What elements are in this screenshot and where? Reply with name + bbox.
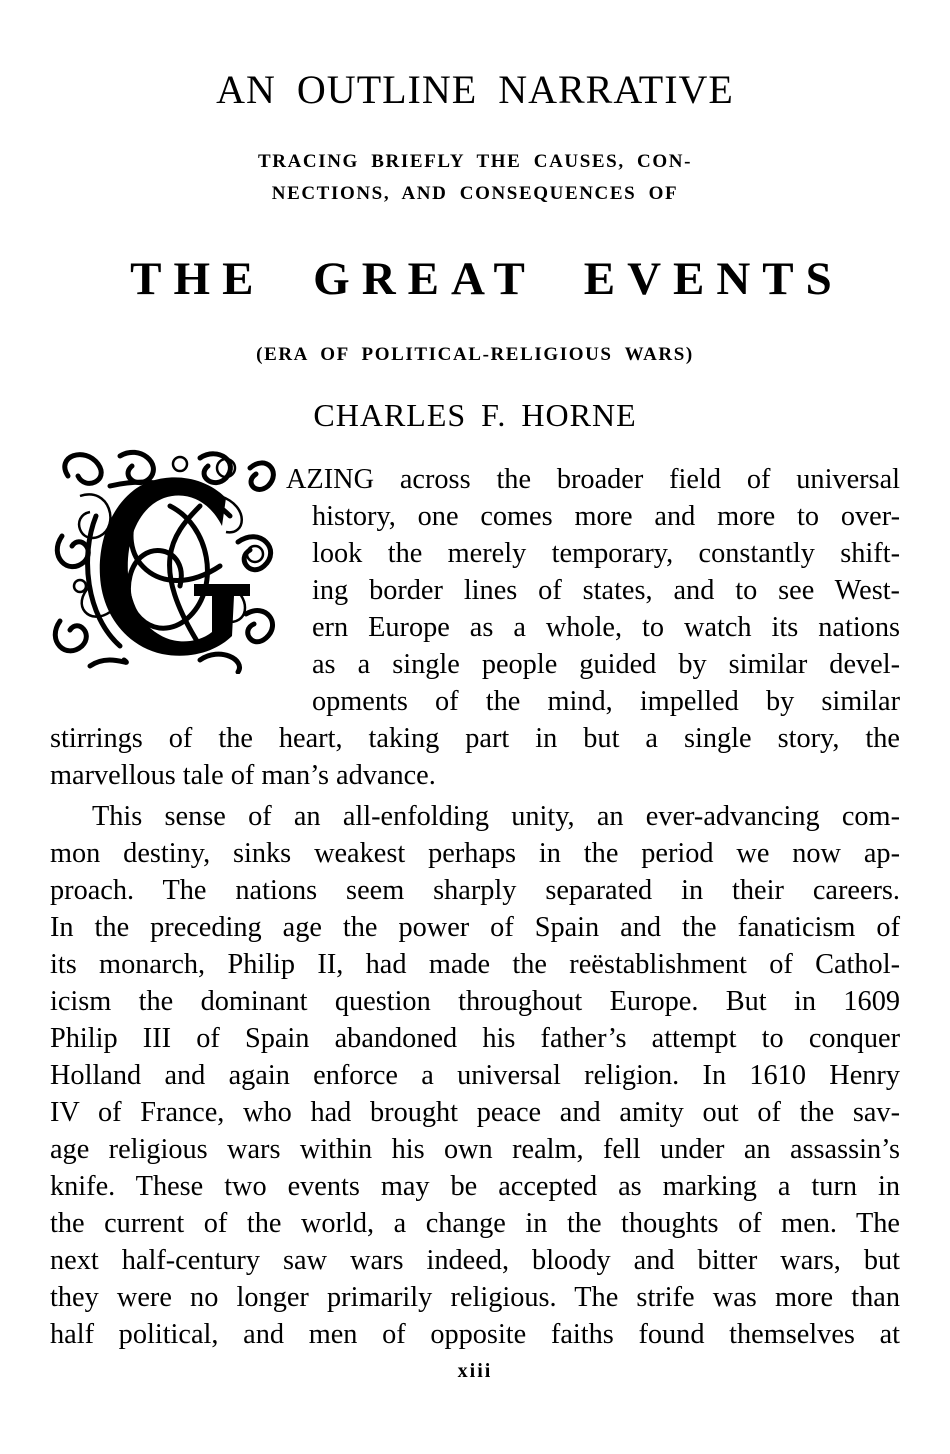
body-line: look the merely temporary, constantly shift-	[312, 538, 900, 569]
body-line: AZING across the broader field of universal	[286, 464, 900, 495]
body-line: knife. These two events may be accepted as marking a turn in	[50, 1171, 900, 1202]
body-line: stirrings of the heart, taking part in but a single story, the	[50, 723, 900, 754]
page-heading: AN OUTLINE NARRATIVE	[216, 67, 734, 112]
body-line: age religious wars within his own realm, fell under an assassin’s	[50, 1134, 900, 1165]
body-line: icism the dominant question throughout Europe. But in 1609	[50, 986, 900, 1017]
body-line: opments of the mind, impelled by similar	[312, 686, 900, 717]
body-line: history, one comes more and more to over-	[312, 501, 900, 532]
subtitle-line-2: NECTIONS, AND CONSEQUENCES OF	[271, 183, 679, 204]
body-line: next half-century saw wars indeed, bloody and bitter wars, but	[50, 1245, 900, 1276]
body-line: half political, and men of opposite faiths found themselves at	[50, 1319, 900, 1350]
ornamental-initial-g-icon	[50, 446, 280, 674]
page-number: xiii	[457, 1360, 493, 1382]
body-line: proach. The nations seem sharply separated in their careers.	[50, 875, 900, 906]
body-line: Holland and again enforce a universal religion. In 1610 Henry	[50, 1060, 900, 1091]
body-line: IV of France, who had brought peace and amity out of the sav-	[50, 1097, 900, 1128]
body-line: they were no longer primarily religious. The strife was more than	[50, 1282, 900, 1313]
author-name: CHARLES F. HORNE	[313, 397, 637, 433]
body-line: the current of the world, a change in the thoughts of men. The	[50, 1208, 900, 1239]
body-line: ern Europe as a whole, to watch its nations	[312, 612, 900, 643]
body-line: In the preceding age the power of Spain and the fanaticism of	[50, 912, 900, 943]
body-line: marvellous tale of man’s advance.	[50, 760, 436, 791]
era-subtitle: (ERA OF POLITICAL-RELIGIOUS WARS)	[256, 344, 694, 365]
body-line: This sense of an all-enfolding unity, an ever-advancing com-	[92, 801, 900, 832]
body-line: as a single people guided by similar devel-	[312, 649, 900, 680]
body-line: ing border lines of states, and to see West-	[312, 575, 900, 606]
body-line: Philip III of Spain abandoned his father’s attempt to conquer	[50, 1023, 900, 1054]
subtitle-line-1: TRACING BRIEFLY THE CAUSES, CON-	[258, 151, 692, 172]
main-title: THE GREAT EVENTS	[130, 253, 844, 305]
body-line: its monarch, Philip II, had made the reëstablishment of Cathol-	[50, 949, 900, 980]
body-line: mon destiny, sinks weakest perhaps in the period we now ap-	[50, 838, 900, 869]
